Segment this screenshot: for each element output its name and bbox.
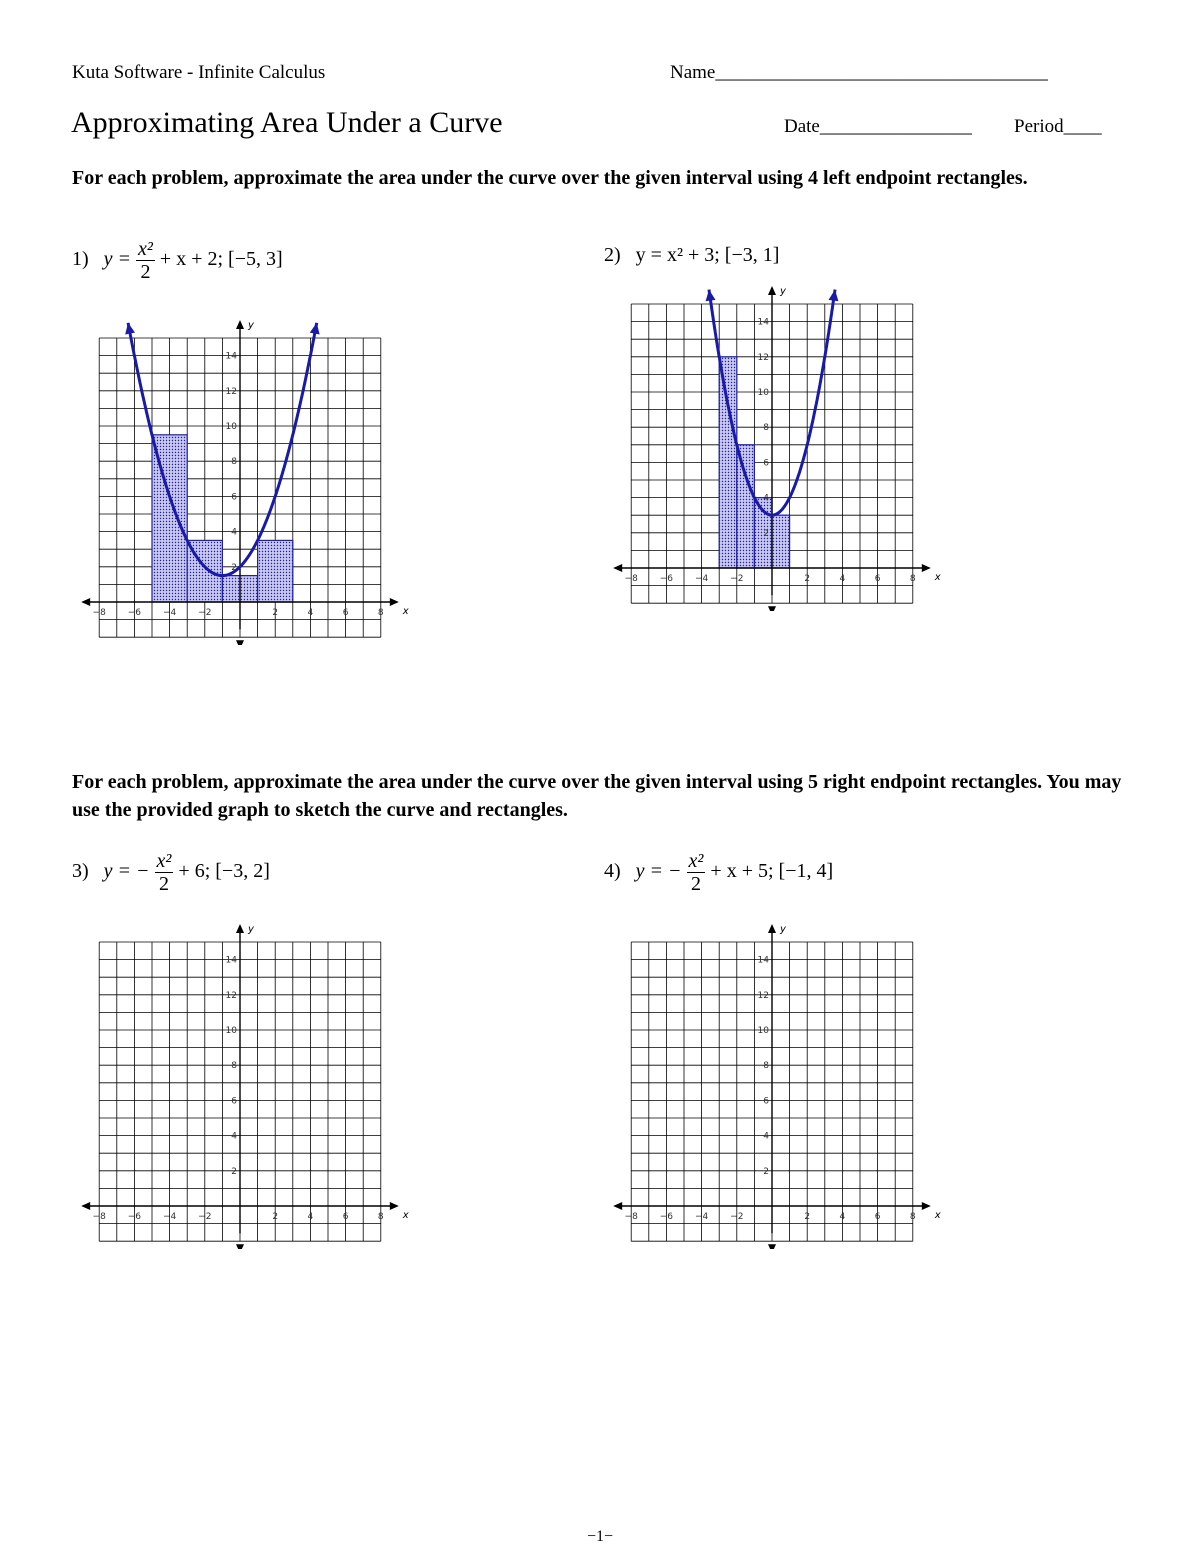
x-axis-label: x bbox=[934, 572, 941, 583]
problem-3 bbox=[72, 850, 270, 895]
axes bbox=[81, 924, 399, 1249]
equation-rest: + 6; [−3, 2] bbox=[178, 860, 270, 883]
x-tick-label: −6 bbox=[659, 1212, 674, 1222]
x-tick-label: 2 bbox=[804, 574, 811, 584]
axes bbox=[613, 924, 931, 1249]
y-tick-label: 4 bbox=[231, 1131, 237, 1142]
y-axis-arrow-up bbox=[236, 320, 244, 329]
y-tick-label: 4 bbox=[763, 1131, 769, 1142]
x-tick-label: −6 bbox=[127, 608, 142, 618]
section2-instruction: For each problem, approximate the area under the curve over the given interval using 5 right endpoint rectangles. You may use the provided graph to sketch the curve and rectangles. bbox=[72, 771, 1122, 821]
x-axis-arrow-left bbox=[81, 1202, 90, 1210]
x-tick-label: −2 bbox=[730, 1212, 744, 1222]
axes bbox=[81, 320, 399, 645]
y-tick-label: 8 bbox=[763, 423, 769, 434]
problem-number: 2) bbox=[604, 244, 621, 266]
y-tick-label: 6 bbox=[231, 492, 237, 503]
equation-rest: + x + 2; [−5, 3] bbox=[159, 248, 283, 271]
x-tick-label: −4 bbox=[694, 1212, 709, 1222]
y-axis-arrow-down bbox=[236, 640, 244, 645]
x-tick-label: 8 bbox=[909, 574, 916, 584]
x-tick-label: −8 bbox=[92, 1212, 106, 1222]
y-axis-arrow-up bbox=[768, 924, 776, 933]
y-tick-label: 12 bbox=[757, 990, 769, 1001]
y-tick-label: 10 bbox=[225, 1026, 237, 1036]
approx-rectangle bbox=[258, 540, 293, 602]
section1-instruction: For each problem, approximate the area under the curve over the given interval using 4 left endpoint rectangles. bbox=[72, 167, 1028, 189]
x-tick-label: −2 bbox=[198, 1212, 212, 1222]
page-title: Approximating Area Under a Curve bbox=[71, 106, 503, 139]
x-tick-label: 4 bbox=[307, 608, 314, 618]
x-tick-label: −8 bbox=[92, 608, 106, 618]
y-tick-label: 10 bbox=[757, 388, 769, 398]
y-axis-arrow-up bbox=[236, 924, 244, 933]
y-axis-arrow-up bbox=[768, 286, 776, 295]
approx-rectangle bbox=[772, 515, 790, 568]
x-tick-label: −8 bbox=[624, 574, 638, 584]
curve-arrowhead bbox=[310, 323, 320, 335]
graph-problem-2 bbox=[604, 276, 944, 611]
y-tick-label: 12 bbox=[225, 990, 237, 1001]
axes bbox=[613, 286, 931, 611]
approx-rectangle bbox=[719, 357, 737, 568]
equation-expression: y = x² + 3; [−3, 1] bbox=[635, 244, 780, 266]
x-tick-label: 4 bbox=[839, 1212, 846, 1222]
x-axis-label: x bbox=[934, 1210, 941, 1221]
x-axis-arrow-left bbox=[613, 1202, 622, 1210]
x-tick-label: −4 bbox=[694, 574, 709, 584]
y-tick-label: 6 bbox=[763, 458, 769, 469]
y-tick-label: 14 bbox=[757, 955, 769, 966]
problem-1 bbox=[72, 238, 283, 283]
problem-number: 4) bbox=[604, 860, 621, 883]
equation-lhs: y = − bbox=[103, 860, 150, 883]
x-axis-arrow-left bbox=[613, 564, 622, 572]
equation-rest: + x + 5; [−1, 4] bbox=[710, 860, 834, 883]
y-tick-label: 2 bbox=[763, 528, 769, 539]
graph-problem-4 bbox=[604, 914, 944, 1249]
x-axis-label: x bbox=[402, 1210, 409, 1221]
x-tick-label: 2 bbox=[272, 1212, 279, 1222]
y-axis-arrow-down bbox=[768, 1244, 776, 1249]
y-axis-label: y bbox=[780, 924, 786, 935]
y-axis-label: y bbox=[248, 320, 254, 331]
y-tick-label: 2 bbox=[763, 1166, 769, 1177]
y-axis-label: y bbox=[248, 924, 254, 935]
x-axis-arrow-left bbox=[81, 598, 90, 606]
curve-arrowhead bbox=[125, 323, 135, 335]
fraction bbox=[687, 850, 706, 895]
page-number: −1− bbox=[586, 1528, 614, 1545]
y-tick-label: 10 bbox=[757, 1026, 769, 1036]
x-tick-label: 4 bbox=[839, 574, 846, 584]
fraction-denominator: 2 bbox=[158, 873, 169, 895]
x-tick-label: −4 bbox=[162, 608, 177, 618]
problem-4 bbox=[604, 850, 833, 895]
fraction-numerator: x² bbox=[138, 238, 153, 260]
y-tick-label: 8 bbox=[231, 1061, 237, 1072]
problem-number: 3) bbox=[72, 860, 89, 883]
y-tick-label: 12 bbox=[225, 386, 237, 397]
y-tick-label: 14 bbox=[225, 351, 237, 362]
x-tick-label: 6 bbox=[342, 1212, 349, 1222]
y-tick-label: 4 bbox=[763, 493, 769, 504]
y-tick-label: 4 bbox=[231, 527, 237, 538]
equation-lhs: y = bbox=[103, 248, 132, 271]
period-field-label: Period____ bbox=[1014, 116, 1102, 137]
x-tick-label: 6 bbox=[874, 1212, 881, 1222]
fraction bbox=[136, 238, 155, 283]
fraction-numerator: x² bbox=[156, 850, 172, 872]
y-tick-label: 14 bbox=[757, 317, 769, 328]
x-tick-label: 4 bbox=[307, 1212, 314, 1222]
x-axis-arrow-right bbox=[390, 598, 399, 606]
x-tick-label: −8 bbox=[624, 1212, 638, 1222]
x-tick-label: 6 bbox=[342, 608, 349, 618]
x-tick-label: 2 bbox=[272, 608, 279, 618]
x-axis-arrow-right bbox=[922, 564, 931, 572]
equation-lhs: y = − bbox=[635, 860, 682, 883]
x-tick-label: 8 bbox=[377, 608, 384, 618]
approx-rectangle bbox=[737, 445, 755, 568]
y-axis-label: y bbox=[780, 286, 786, 297]
x-axis-arrow-right bbox=[922, 1202, 931, 1210]
x-tick-label: −4 bbox=[162, 1212, 177, 1222]
x-tick-label: −2 bbox=[730, 574, 744, 584]
problem-2 bbox=[604, 244, 779, 267]
y-tick-label: 14 bbox=[225, 955, 237, 966]
x-tick-label: −6 bbox=[127, 1212, 142, 1222]
y-tick-label: 12 bbox=[757, 352, 769, 363]
x-tick-label: 6 bbox=[874, 574, 881, 584]
y-axis-arrow-down bbox=[768, 606, 776, 611]
graph-problem-1 bbox=[72, 310, 412, 645]
fraction bbox=[155, 850, 174, 895]
y-tick-label: 2 bbox=[231, 1166, 237, 1177]
fraction-numerator: x² bbox=[688, 850, 704, 872]
name-field-label: Name___________________________________ bbox=[670, 62, 1048, 83]
x-tick-label: 2 bbox=[804, 1212, 811, 1222]
x-axis-label: x bbox=[402, 606, 409, 617]
fraction-denominator: 2 bbox=[690, 873, 701, 895]
y-tick-label: 10 bbox=[225, 422, 237, 432]
y-tick-label: 2 bbox=[231, 562, 237, 573]
x-tick-label: 8 bbox=[377, 1212, 384, 1222]
problem-number: 1) bbox=[72, 248, 89, 271]
fraction-denominator: 2 bbox=[140, 261, 151, 283]
publisher-label: Kuta Software - Infinite Calculus bbox=[72, 62, 326, 83]
y-tick-label: 8 bbox=[763, 1061, 769, 1072]
graph-problem-3 bbox=[72, 914, 412, 1249]
x-tick-label: −6 bbox=[659, 574, 674, 584]
x-tick-label: −2 bbox=[198, 608, 212, 618]
y-tick-label: 8 bbox=[231, 457, 237, 468]
y-tick-label: 6 bbox=[231, 1096, 237, 1107]
x-tick-label: 8 bbox=[909, 1212, 916, 1222]
y-tick-label: 6 bbox=[763, 1096, 769, 1107]
y-axis-arrow-down bbox=[236, 1244, 244, 1249]
x-axis-arrow-right bbox=[390, 1202, 399, 1210]
date-field-label: Date________________ bbox=[784, 116, 972, 137]
